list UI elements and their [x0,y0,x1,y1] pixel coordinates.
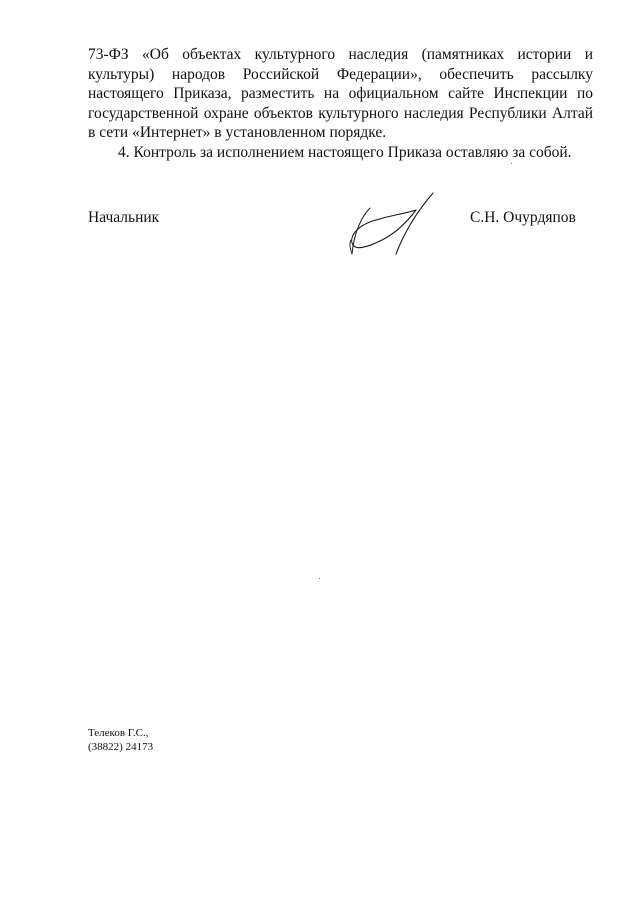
handwritten-signature [340,188,440,260]
document-body [88,45,593,162]
paragraph-4: 4. Контроль за исполнением настоящего Приказа оставляю за собой. [118,143,572,161]
scan-speck [319,578,320,579]
signatory-position: Начальник [88,209,160,226]
executor-info [88,727,153,754]
scan-speck [511,163,512,164]
paragraph-continuation: 73-ФЗ «Об объектах культурного наследия (памятниках истории и культуры) народов Российской Федерации», обеспечить рассылку настоящего Приказа, разместить на официальном сайте Инспекции по государственной охране объектов культурного наследия Республики Алтай в сети «Интернет» в установленном порядке. [88,46,593,141]
executor-phone: (38822) 24173 [88,740,154,753]
signatory-name: С.Н. Очурдяпов [470,209,576,226]
executor-name: Телеков Г.С., [88,727,149,739]
